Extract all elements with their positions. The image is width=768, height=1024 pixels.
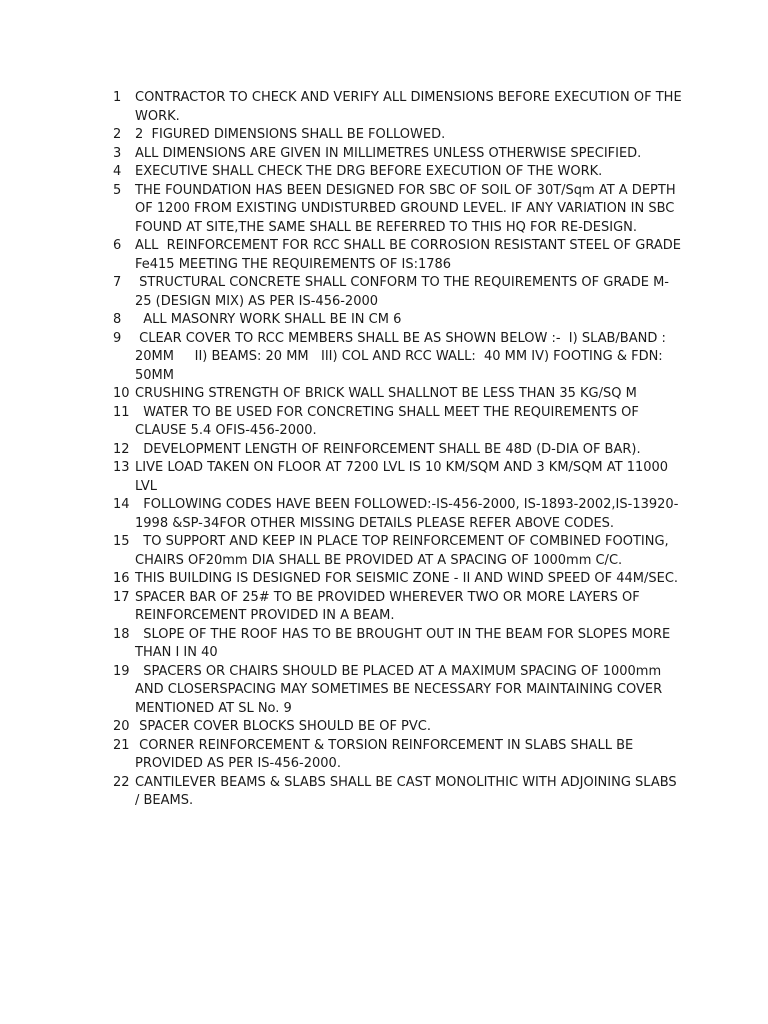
note-text: SPACER BAR OF 25# TO BE PROVIDED WHEREVER TWO OR MORE LAYERS OF REINFORCEMENT PROVIDED IN A BEAM. bbox=[135, 589, 644, 623]
note-item bbox=[113, 126, 683, 145]
note-text: THE FOUNDATION HAS BEEN DESIGNED FOR SBC OF SOIL OF 30T/Sqm AT A DEPTH OF 1200 FROM EXISTING UNDISTURBED GROUND LEVEL. IF ANY VARIATION IN SBC FOUND AT SITE,THE SAME SHALL BE REFERRED TO THIS HQ FOR RE-DESIGN. bbox=[135, 182, 680, 235]
note-number: 3 bbox=[113, 145, 122, 161]
note-item bbox=[113, 718, 683, 737]
note-number: 9 bbox=[113, 330, 122, 346]
note-number: 1 bbox=[113, 90, 122, 105]
note-item bbox=[113, 570, 683, 589]
note-item bbox=[113, 737, 683, 774]
note-item bbox=[113, 589, 683, 626]
note-text: ALL REINFORCEMENT FOR RCC SHALL BE CORROSION RESISTANT STEEL OF GRADE Fe415 MEETING THE REQUIREMENTS OF IS:1786 bbox=[135, 238, 686, 272]
note-number: 19 bbox=[113, 663, 130, 679]
note-item bbox=[113, 182, 683, 238]
note-number: 22 bbox=[113, 774, 130, 790]
note-item bbox=[113, 385, 683, 404]
note-item bbox=[113, 663, 683, 719]
note-text: CONTRACTOR TO CHECK AND VERIFY ALL DIMENSIONS BEFORE EXECUTION OF THE WORK. bbox=[135, 90, 686, 124]
note-text: WATER TO BE USED FOR CONCRETING SHALL MEET THE REQUIREMENTS OF CLAUSE 5.4 OFIS-456-2000. bbox=[135, 404, 643, 438]
note-number: 13 bbox=[113, 460, 130, 475]
note-item bbox=[113, 459, 683, 496]
note-text: EXECUTIVE SHALL CHECK THE DRG BEFORE EXECUTION OF THE WORK. bbox=[135, 164, 603, 179]
note-text: FOLLOWING CODES HAVE BEEN FOLLOWED:-IS-456-2000, IS-1893-2002,IS-13920-1998 &SP-34FOR OTHER MISSING DETAILS PLEASE REFER ABOVE CODES. bbox=[135, 497, 679, 531]
note-item bbox=[113, 330, 683, 386]
note-item bbox=[113, 441, 683, 460]
note-item bbox=[113, 533, 683, 570]
note-number: 16 bbox=[113, 571, 130, 586]
note-number: 4 bbox=[113, 164, 122, 179]
note-item bbox=[113, 774, 683, 811]
note-number: 18 bbox=[113, 626, 130, 642]
note-text: CRUSHING STRENGTH OF BRICK WALL SHALLNOT BE LESS THAN 35 KG/SQ M bbox=[135, 386, 637, 401]
note-number: 6 bbox=[113, 238, 122, 253]
note-number: 10 bbox=[113, 386, 130, 401]
note-item bbox=[113, 163, 683, 182]
note-number: 11 bbox=[113, 404, 130, 420]
note-text: TO SUPPORT AND KEEP IN PLACE TOP REINFORCEMENT OF COMBINED FOOTING, CHAIRS OF20mm DIA SHALL BE PROVIDED AT A SPACING OF 1000mm C/C. bbox=[135, 534, 673, 568]
note-number: 2 bbox=[113, 127, 122, 142]
note-item bbox=[113, 404, 683, 441]
note-item bbox=[113, 274, 683, 311]
note-item bbox=[113, 496, 683, 533]
note-number: 21 bbox=[113, 737, 130, 753]
note-number: 8 bbox=[113, 312, 122, 327]
note-number: 14 bbox=[113, 497, 130, 512]
note-text: THIS BUILDING IS DESIGNED FOR SEISMIC ZONE - II AND WIND SPEED OF 44M/SEC. bbox=[135, 571, 679, 586]
general-notes-list bbox=[113, 89, 686, 811]
note-text: CLEAR COVER TO RCC MEMBERS SHALL BE AS SHOWN BELOW :- I) SLAB/BAND : 20MM II) BEAMS: 20 MM III) COL AND RCC WALL: 40 MM IV) FOOTING & FDN: 50MM bbox=[135, 330, 671, 383]
note-text: CORNER REINFORCEMENT & TORSION REINFORCEMENT IN SLABS SHALL BE PROVIDED AS PER IS-456-2000. bbox=[135, 737, 638, 771]
note-text: SPACERS OR CHAIRS SHOULD BE PLACED AT A MAXIMUM SPACING OF 1000mm AND CLOSERSPACING MAY SOMETIMES BE NECESSARY FOR MAINTAINING COVER MENTIONED AT SL No. 9 bbox=[135, 663, 667, 716]
note-text: LIVE LOAD TAKEN ON FLOOR AT 7200 LVL IS 10 KM/SQM AND 3 KM/SQM AT 11000 LVL bbox=[135, 460, 673, 494]
note-number: 12 bbox=[113, 441, 130, 457]
note-number: 15 bbox=[113, 534, 130, 549]
note-text: STRUCTURAL CONCRETE SHALL CONFORM TO THE REQUIREMENTS OF GRADE M-25 (DESIGN MIX) AS PER IS-456-2000 bbox=[135, 275, 669, 309]
note-number: 5 bbox=[113, 182, 122, 198]
note-number: 20 bbox=[113, 719, 130, 734]
note-text: CANTILEVER BEAMS & SLABS SHALL BE CAST MONOLITHIC WITH ADJOINING SLABS / BEAMS. bbox=[135, 774, 681, 808]
note-text: SPACER COVER BLOCKS SHOULD BE OF PVC. bbox=[135, 719, 431, 734]
note-item bbox=[113, 311, 683, 330]
note-item bbox=[113, 626, 683, 663]
note-item bbox=[113, 89, 686, 126]
note-text: DEVELOPMENT LENGTH OF REINFORCEMENT SHALL BE 48D (D-DIA OF BAR). bbox=[135, 441, 641, 457]
note-item bbox=[113, 145, 683, 164]
note-number: 7 bbox=[113, 275, 122, 290]
note-item bbox=[113, 237, 686, 274]
note-text: ALL DIMENSIONS ARE GIVEN IN MILLIMETRES UNLESS OTHERWISE SPECIFIED. bbox=[135, 145, 642, 161]
note-number: 17 bbox=[113, 589, 130, 605]
note-text: ALL MASONRY WORK SHALL BE IN CM 6 bbox=[135, 312, 402, 327]
note-text: 2 FIGURED DIMENSIONS SHALL BE FOLLOWED. bbox=[135, 127, 446, 142]
note-text: SLOPE OF THE ROOF HAS TO BE BROUGHT OUT IN THE BEAM FOR SLOPES MORE THAN I IN 40 bbox=[135, 626, 675, 660]
